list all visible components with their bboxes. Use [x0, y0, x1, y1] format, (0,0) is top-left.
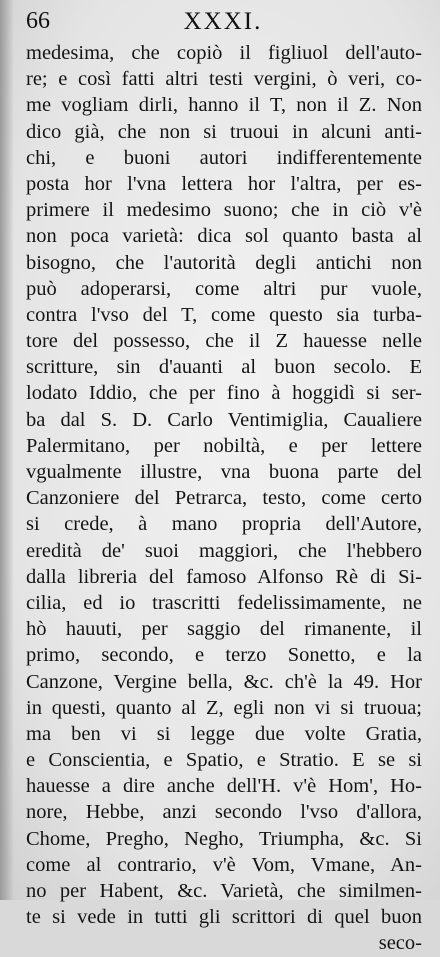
text-line: non poca varietà: dica sol quanto basta al: [26, 225, 422, 248]
text-line: Canzone, Vergine bella, &c. ch'è la 49. Hor: [26, 670, 422, 693]
text-line: hò hauuti, per saggio del rimanente, il: [26, 618, 422, 641]
text-line: cilia, ed io trascritti fedelissimamente, ne: [26, 591, 422, 614]
text-line: lodato Iddio, che per fino à hoggidì si ser-: [26, 382, 422, 405]
text-line: nore, Hebbe, anzi secondo l'vso d'allora,: [26, 801, 422, 824]
text-line: dico già, che non si truoui in alcuni anti-: [26, 120, 422, 143]
text-line: primo, secondo, e terzo Sonetto, e la: [26, 644, 422, 667]
text-line: scritture, sin d'auanti al buon secolo. E: [26, 356, 422, 379]
text-line: bisogno, che l'autorità degli antichi non: [26, 251, 422, 274]
text-line: ba dal S. D. Carlo Ventimiglia, Caualiere: [26, 408, 422, 431]
text-line: può adoperarsi, come altri pur vuole,: [26, 277, 422, 300]
section-number: XXXI.: [183, 8, 263, 35]
catchword: seco-: [378, 932, 422, 955]
text-line: si crede, à mano propria dell'Autore,: [26, 513, 422, 536]
text-line: tore del possesso, che il Z hauesse nelle: [26, 330, 422, 353]
text-line: posta hor l'vna lettera hor l'altra, per es-: [26, 172, 422, 195]
text-line: in questi, quanto al Z, egli non vi si truoua;: [26, 696, 422, 719]
text-line: dalla libreria del famoso Alfonso Rè di Si-: [26, 565, 422, 588]
page-number: 66: [26, 8, 50, 34]
text-line: no per Habent, &c. Varietà, che similmen-: [26, 880, 422, 902]
spine-shadow: [0, 0, 14, 900]
text-line: chi, e buoni autori indifferentemente: [26, 146, 422, 169]
running-header: [26, 8, 420, 38]
text-line: eredità de' suoi maggiori, che l'hebbero: [26, 539, 422, 562]
text-line: hauesse a dire anche dell'H. v'è Hom', Ho-: [26, 775, 422, 798]
text-line: e Conscientia, e Spatio, e Stratio. E se si: [26, 749, 422, 772]
text-line: ma ben vi si legge due volte Gratia,: [26, 722, 422, 745]
text-line: come al contrario, v'è Vom, Vmane, An-: [26, 853, 422, 876]
text-line: Palermitano, per nobiltà, e per lettere: [26, 434, 422, 457]
text-line: vgualmente illustre, vna buona parte del: [26, 461, 422, 483]
text-line: re; e così fatti altri testi vergini, ò veri, co-: [26, 68, 422, 91]
text-line: primere il medesimo suono; che in ciò v'è: [26, 199, 422, 222]
text-line: me vogliam dirli, hanno il T, non il Z. Non: [26, 94, 422, 117]
text-line: contra l'vso del T, come questo sia turba-: [26, 303, 422, 326]
text-line: Chome, Pregho, Negho, Triumpha, &c. Si: [26, 827, 422, 850]
text-line: Canzoniere del Petrarca, testo, come certo: [26, 487, 422, 510]
page-body-text: [26, 40, 422, 957]
text-line: te si vede in tutti gli scrittori di quel buon: [26, 906, 422, 929]
text-line: medesima, che copiò il figliuol dell'auto-: [26, 42, 422, 64]
